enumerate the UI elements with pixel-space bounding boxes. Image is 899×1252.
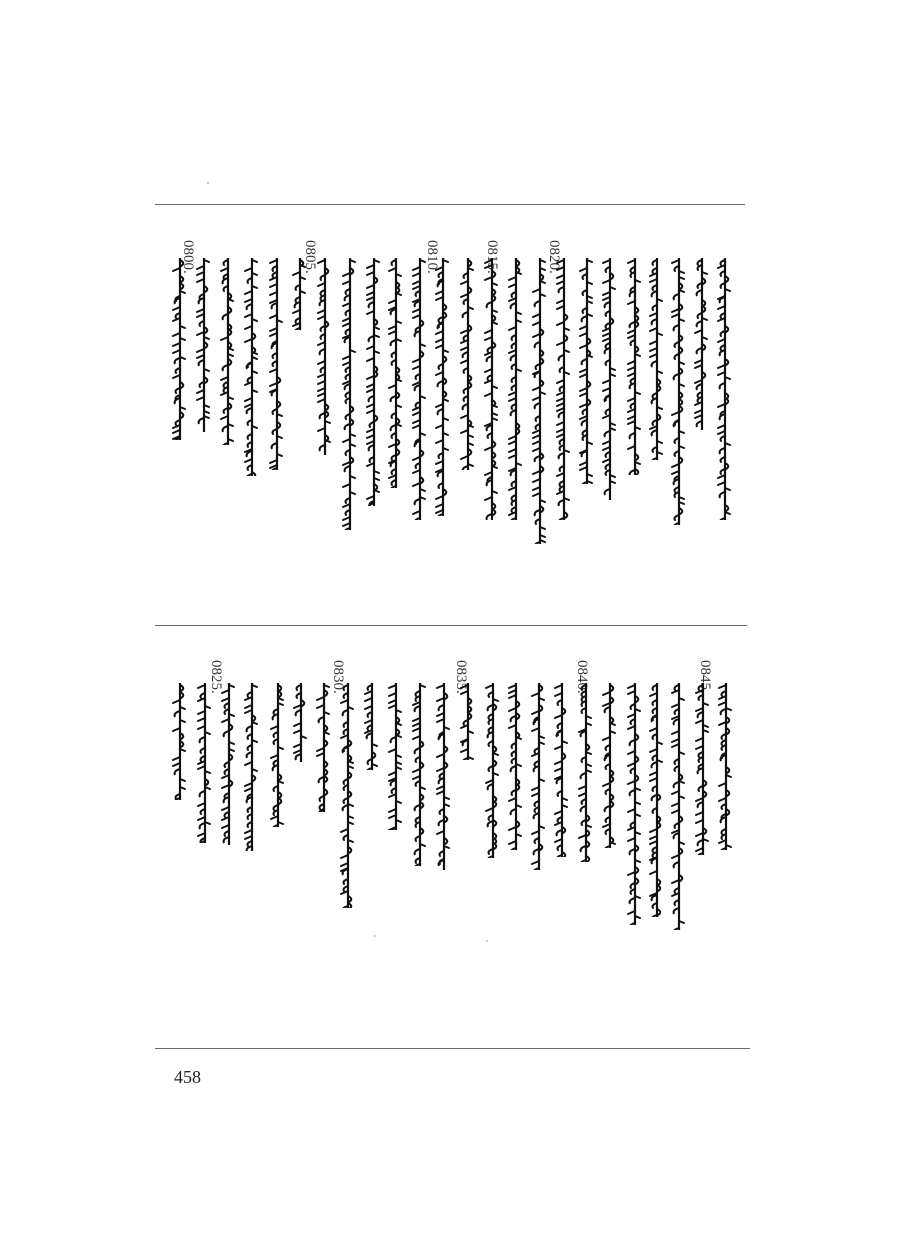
scan-speck (374, 935, 376, 937)
script-column (195, 258, 209, 432)
bottom-rule (155, 1048, 750, 1049)
script-column (316, 258, 330, 455)
script-column (315, 683, 329, 812)
page-number: 458 (174, 1067, 201, 1087)
script-column (601, 683, 615, 848)
script-column (717, 683, 731, 850)
script-column (339, 683, 353, 908)
script-column (578, 258, 592, 484)
script-column (411, 258, 425, 520)
script-column (577, 683, 591, 862)
script-column (269, 683, 283, 827)
script-column (435, 683, 449, 870)
script-column (171, 683, 185, 800)
line-number-0840: 0840. (574, 660, 590, 694)
script-column (243, 683, 257, 851)
script-column (507, 258, 521, 520)
line-number-0810: 0810. (424, 240, 440, 274)
script-column (387, 683, 401, 830)
script-column (243, 258, 257, 476)
middle-rule (155, 625, 747, 626)
script-column (341, 258, 355, 530)
line-number-0815: 0815. (484, 240, 500, 274)
script-column (507, 683, 521, 850)
script-column (626, 683, 640, 925)
script-column (626, 258, 640, 475)
script-column (670, 258, 684, 525)
script-column (483, 258, 497, 520)
script-column (601, 258, 615, 500)
script-column (484, 683, 498, 858)
script-column (219, 258, 233, 445)
line-number-0825: 0825. (208, 660, 224, 694)
line-number-0845: 0845. (697, 660, 713, 694)
scan-speck (486, 940, 488, 942)
script-column (434, 258, 448, 516)
script-column (292, 683, 306, 762)
scan-speck (207, 182, 209, 184)
script-column (365, 258, 379, 506)
script-column (291, 258, 305, 330)
script-column (171, 258, 185, 440)
script-column (387, 258, 401, 488)
script-column (555, 258, 569, 520)
top-rule (155, 204, 745, 205)
line-number-0805: 0805. (302, 240, 318, 274)
script-column (648, 683, 662, 917)
script-column (363, 683, 377, 770)
line-number-0830: 0830. (330, 660, 346, 694)
line-number-0800: 0800. (180, 240, 196, 274)
script-column (196, 683, 210, 843)
script-column (268, 258, 282, 470)
script-column (220, 683, 234, 845)
script-column (411, 683, 425, 866)
script-column (694, 683, 708, 855)
script-column (648, 258, 662, 460)
script-column (531, 258, 545, 544)
script-column (670, 683, 684, 930)
line-number-0835: 0835. (453, 660, 469, 694)
script-column (530, 683, 544, 870)
line-number-0820: 0820. (546, 240, 562, 274)
script-column (459, 683, 473, 760)
script-column (716, 258, 730, 520)
script-column (553, 683, 567, 857)
script-column (693, 258, 707, 430)
script-column (459, 258, 473, 470)
